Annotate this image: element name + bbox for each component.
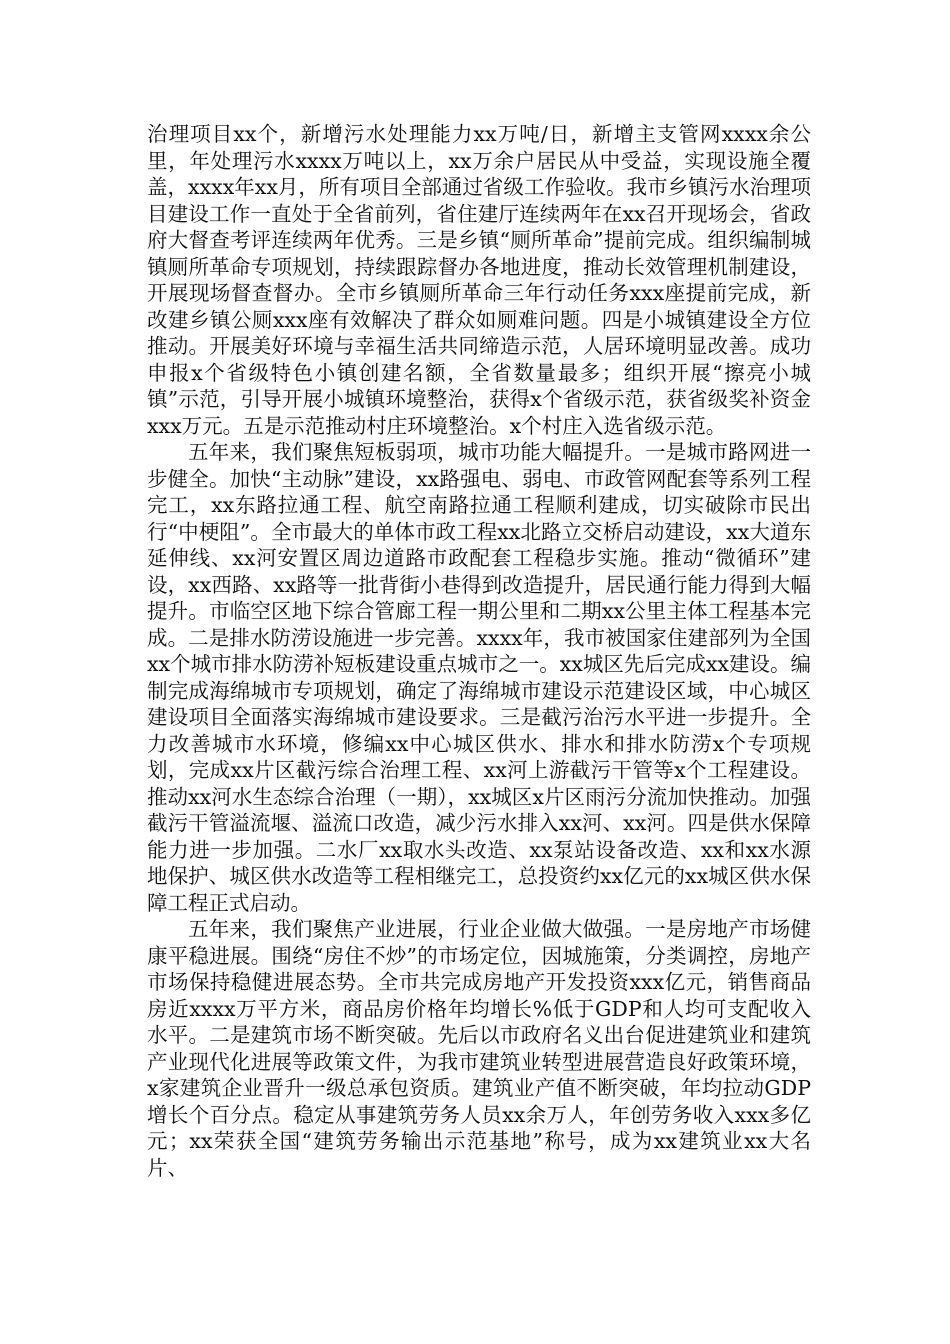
paragraph-1: 治理项目xx个，新增污水处理能力xx万吨/日，新增主支管网xxxx余公里，年处理污水xxxx万吨以上，xx万余户居民从中受益，实现设施全覆盖，xxxx年xx月，所有项目全部通过省级工作验收。我市乡镇污水治理项目建设工作一直处于全省前列，省住建厅连续两年在xx召开现场会，省政府大督查考评连续两年优秀。三是乡镇“厕所革命”提前完成。组织编制城镇厕所革命专项规划，持续跟踪督办各地进度，推动长效管理机制建设，开展现场督查督办。全市乡镇厕所革命三年行动任务xxx座提前完成，新改建乡镇公厕xxx座有效解决了群众如厕难问题。四是小城镇建设全方位推动。开展美好环境与幸福生活共同缔造示范，人居环境明显改善。成功申报x个省级特色小镇创建名额，全省数量最多；组织开展“擦亮小城镇”示范，引导开展小城镇环境整治，获得x个省级示范，获省级奖补资金xxx万元。五是示范推动村庄环境整治。x个村庄入选省级示范。 [147, 122, 811, 438]
paragraph-2: 五年来，我们聚焦短板弱项，城市功能大幅提升。一是城市路网进一步健全。加快“主动脉”建设，xx路强电、弱电、市政管网配套等系列工程完工，xx东路拉通工程、航空南路拉通工程顺利建成，切实破除市民出行“中梗阻”。全市最大的单体市政工程xx北路立交桥启动建设，xx大道东延伸线、xx河安置区周边道路市政配套工程稳步实施。推动“微循环”建设，xx西路、xx路等一批背街小巷得到改造提升，居民通行能力得到大幅提升。市临空区地下综合管廊工程一期公里和二期xx公里主体工程基本完成。二是排水防涝设施进一步完善。xxxx年，我市被国家住建部列为全国xx个城市排水防涝补短板建设重点城市之一。xx城区先后完成xx建设。编制完成海绵城市专项规划，确定了海绵城市建设示范建设区域，中心城区建设项目全面落实海绵城市建设要求。三是截污治污水平进一步提升。全力改善城市水环境，修编xx中心城区供水、排水和排水防涝x个专项规划，完成xx片区截污综合治理工程、xx河上游截污干管等x个工程建设。推动xx河水生态综合治理（一期），xx城区x片区雨污分流加快推动。加强截污干管溢流堰、溢流口改造，减少污水排入xx河、xx河。四是供水保障能力进一步加强。二水厂xx取水头改造、xx泵站设备改造、xx和xx水源地保护、城区供水改造等工程相继完工，总投资约xx亿元的xx城区供水保障工程正式启动。 [147, 440, 811, 915]
paragraph-3: 五年来，我们聚焦产业进展，行业企业做大做强。一是房地产市场健康平稳进展。围绕“房住不炒”的市场定位，因城施策，分类调控，房地产市场保持稳健进展态势。全市共完成房地产开发投资xxx亿元，销售商品房近xxxx万平方米，商品房价格年均增长%低于GDP和人均可支配收入水平。二是建筑市场不断突破。先后以市政府名义出台促进建筑业和建筑产业现代化进展等政策文件，为我市建筑业转型进展营造良好政策环境，x家建筑企业晋升一级总承包资质。建筑业产值不断突破，年均拉动GDP增长个百分点。稳定从事建筑劳务人员xx余万人，年创劳务收入xxx多亿元；xx荣获全国“建筑劳务输出示范基地”称号，成为xx建筑业xx大名片、 [147, 917, 811, 1180]
document-body [147, 121, 811, 1181]
